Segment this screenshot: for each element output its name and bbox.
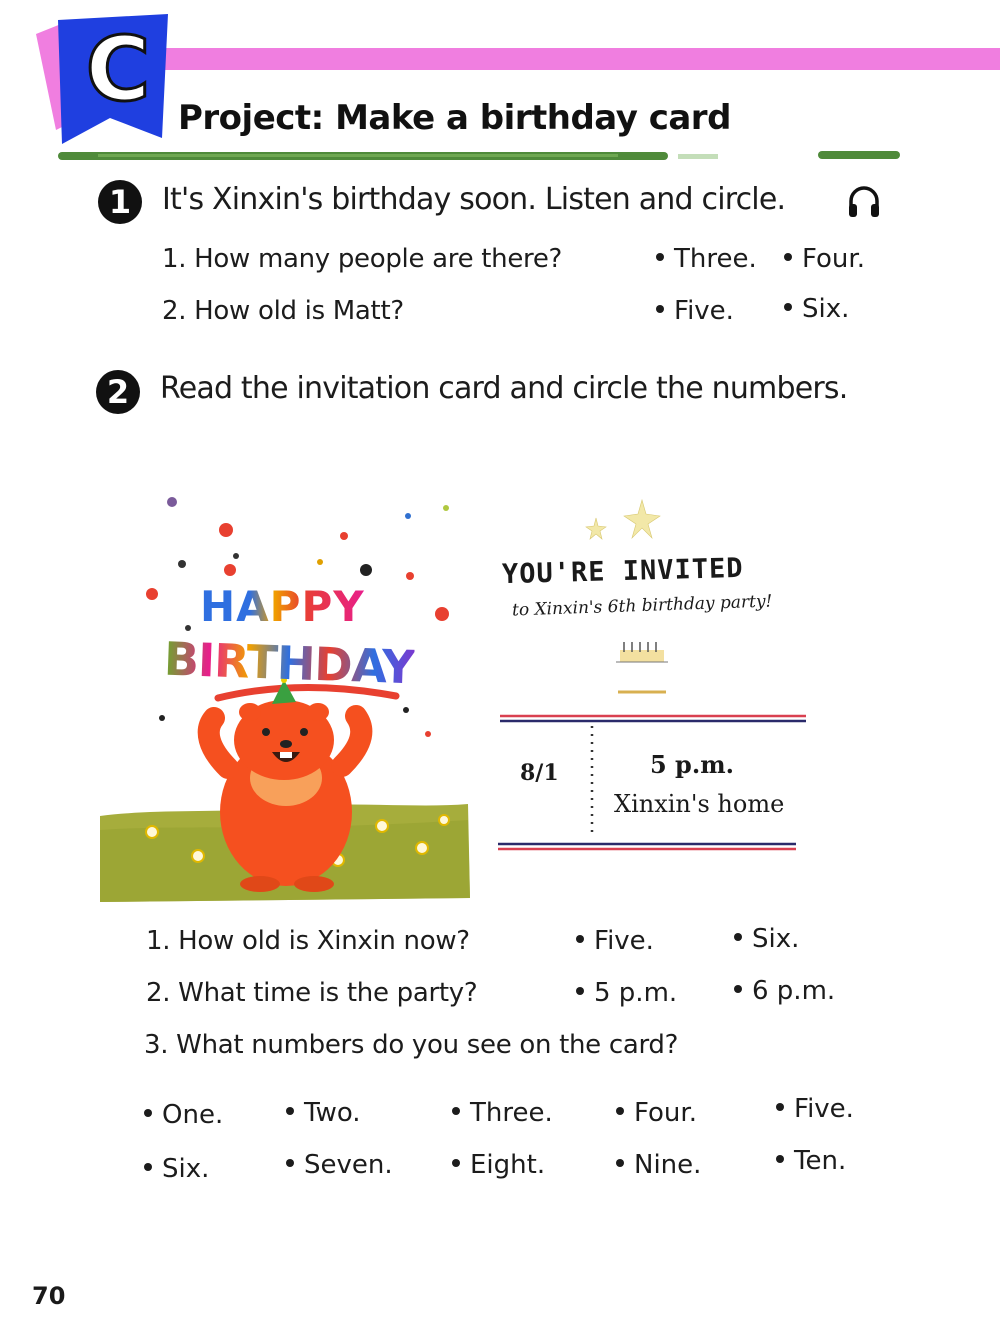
bullet-icon <box>784 303 792 311</box>
ex2-question-2: 2. What time is the party? <box>146 978 478 1008</box>
number-option-six[interactable]: Six. <box>144 1154 209 1184</box>
exercise-1-number: 1 <box>98 180 142 224</box>
section-letter: C <box>85 18 151 121</box>
card-happy-text <box>200 582 365 631</box>
birthday-card-illustration <box>100 490 470 902</box>
green-underline <box>58 150 900 162</box>
card-birthday-text <box>163 632 415 695</box>
number-option-four[interactable]: Four. <box>616 1098 697 1128</box>
invitation-title: YOU'RE INVITED <box>501 552 744 591</box>
ex1-question-1: 1. How many people are there? <box>162 244 563 274</box>
ex2-q2-option-2[interactable]: 6 p.m. <box>734 976 835 1006</box>
happy-letters: HAPPY <box>200 582 365 631</box>
exercise-1-instruction: It's Xinxin's birthday soon. Listen and circle. <box>162 182 786 217</box>
number-option-one[interactable]: One. <box>144 1100 223 1130</box>
ex1-q1-option-2[interactable]: Four. <box>784 244 865 274</box>
invitation-date: 8/1 <box>520 760 559 786</box>
bullet-icon <box>144 1163 152 1171</box>
bullet-icon <box>616 1107 624 1115</box>
bullet-icon <box>734 933 742 941</box>
invitation-subtitle: to Xinxin's 6th birthday party! <box>511 591 773 621</box>
bullet-icon <box>734 985 742 993</box>
number-option-nine[interactable]: Nine. <box>616 1150 701 1180</box>
invitation-place: Xinxin's home <box>614 790 785 818</box>
bullet-icon <box>286 1107 294 1115</box>
bullet-icon <box>576 935 584 943</box>
bullet-icon <box>286 1159 294 1167</box>
ex1-q1-option-1[interactable]: Three. <box>656 244 757 274</box>
birthday-letters: BIRTHDAY <box>163 631 415 695</box>
bullet-icon <box>656 253 664 261</box>
ex2-q1-option-1[interactable]: Five. <box>576 926 654 956</box>
exercise-2-number: 2 <box>96 370 140 414</box>
bullet-icon <box>616 1159 624 1167</box>
number-option-three[interactable]: Three. <box>452 1098 553 1128</box>
bullet-icon <box>452 1159 460 1167</box>
bullet-icon <box>144 1109 152 1117</box>
ex2-question-3: 3. What numbers do you see on the card? <box>144 1030 679 1060</box>
ex2-q1-option-2[interactable]: Six. <box>734 924 799 954</box>
bullet-icon <box>576 987 584 995</box>
ex1-q2-option-1[interactable]: Five. <box>656 296 734 326</box>
section-title: Project: Make a birthday card <box>178 98 731 138</box>
ex2-question-1: 1. How old is Xinxin now? <box>146 926 470 956</box>
ex1-q2-option-2[interactable]: Six. <box>784 294 849 324</box>
header-pink-bar <box>150 48 1000 70</box>
invitation-time: 5 p.m. <box>650 750 734 779</box>
bullet-icon <box>784 253 792 261</box>
bullet-icon <box>776 1103 784 1111</box>
headphones-icon[interactable] <box>846 184 882 220</box>
number-option-two[interactable]: Two. <box>286 1098 361 1128</box>
ex2-q2-option-1[interactable]: 5 p.m. <box>576 978 677 1008</box>
number-option-seven[interactable]: Seven. <box>286 1150 393 1180</box>
bullet-icon <box>776 1155 784 1163</box>
bullet-icon <box>452 1107 460 1115</box>
exercise-2-instruction: Read the invitation card and circle the numbers. <box>160 371 848 406</box>
number-option-eight[interactable]: Eight. <box>452 1150 545 1180</box>
number-option-five[interactable]: Five. <box>776 1094 854 1124</box>
ex1-question-2: 2. How old is Matt? <box>162 296 404 326</box>
number-option-ten[interactable]: Ten. <box>776 1146 846 1176</box>
bullet-icon <box>656 305 664 313</box>
page-number: 70 <box>32 1282 66 1310</box>
